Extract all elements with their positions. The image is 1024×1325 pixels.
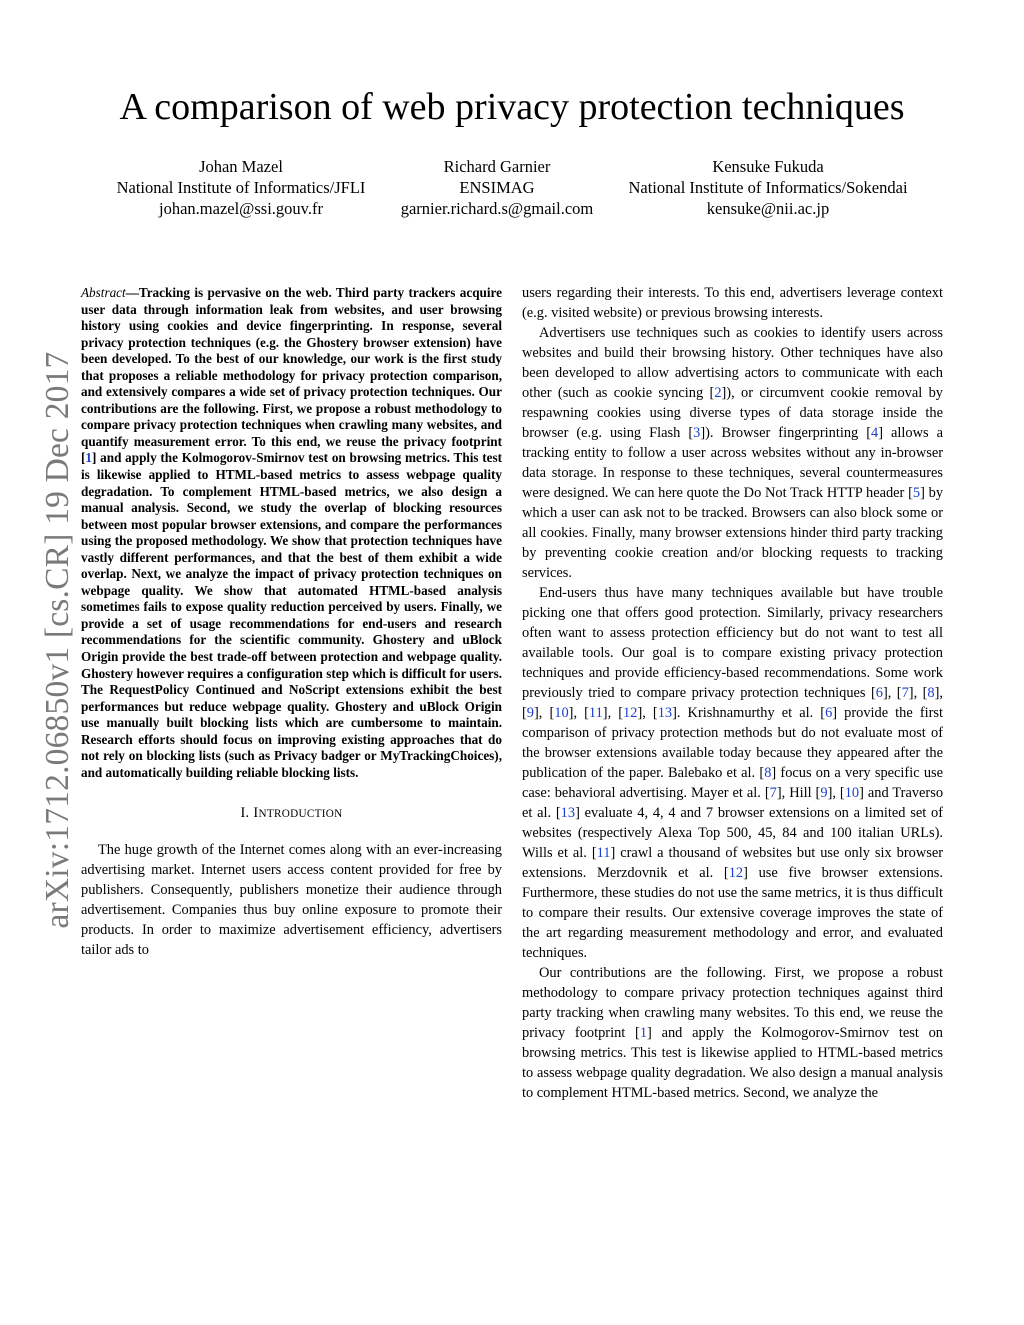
paragraph-text: ]). Browser fingerprinting [ — [700, 425, 872, 441]
citation-link[interactable]: 11 — [596, 845, 611, 861]
citation-link[interactable]: 7 — [901, 685, 909, 701]
citation-link[interactable]: 13 — [657, 705, 673, 721]
abstract-dash: — — [125, 285, 139, 300]
citation-link[interactable]: 6 — [875, 685, 883, 701]
paragraph-text: ], [ — [908, 685, 928, 701]
citation-link[interactable]: 3 — [693, 425, 701, 441]
citation-link[interactable]: 10 — [554, 705, 569, 721]
paragraph-text: ], [ — [602, 705, 624, 721]
abstract-label: Abstract — [81, 285, 126, 300]
citation-link[interactable]: 9 — [820, 785, 828, 801]
abstract — [81, 285, 502, 781]
citation-link[interactable]: 7 — [769, 785, 777, 801]
paragraph-text: ], [ — [637, 705, 658, 721]
paragraph-text: Our contributions are the following. First, we propose a robust methodology to compare privacy protection techniques against third party tracking when crawling many websites. To this end, we reuse the privacy footprint [ — [522, 965, 943, 1041]
arxiv-id-text: arXiv:1712.06850v1 [cs.CR] 19 Dec 2017 — [39, 351, 76, 929]
intro-paragraph-continued: users regarding their interests. To this end, advertisers leverage context (e.g. visited website) or previous browsing interests. — [522, 285, 943, 321]
paragraph-text: End-users thus have many techniques available but have trouble picking one that offers good protection. Similarly, privacy researchers often want to assess protection efficiency but do not want to test all available tools. Our goal is to compare existing privacy protection techniques and provide efficiency-based recommendations. Some work previously tried to compare privacy protection techniques [ — [522, 585, 943, 701]
left-column — [81, 285, 502, 960]
paragraph-text: ] use five browser extensions. Furthermore, these studies do not use the same metrics, it is thus difficult to compare their results. Our extensive coverage improves the state of the art regarding measurement methodology and error, and evaluated techniques. — [522, 865, 943, 961]
paragraph-text: ], [ — [534, 705, 555, 721]
author-email: johan.mazel@ssi.gouv.fr — [159, 199, 323, 218]
abstract-text: ] and apply the Kolmogorov-Smirnov test on browsing metrics. This test is likewise applied to HTML-based metrics to assess webpage quality degradation. To complement HTML-based metrics, we also design a manual analysis. Second, we study the overlap of blocking resources between most popular browser extensions, and compare the performances using the proposed methodology. We show that protection techniques have vastly different performances, and that the best of them exhibit a wide overlap. Next, we analyze the impact of privacy protection techniques on webpage quality. We show that automated HTML-based analysis sometimes fails to expose quality reduction perceived by users. Finally, we provide a set of usage recommendations for end-users and research recommendations for the scientific community. Ghostery and uBlock Origin provide the best trade-off between protection and webpage quality. Ghostery however requires a configuration step which is difficult for users. The RequestPolicy Continued and NoScript extensions exhibit the best performances but reduce webpage quality. Ghostery and uBlock Origin use manually built blocking lists which are cumbersome to maintain. Research efforts should focus on improving existing approaches that do not rely on blocking lists (such as Privacy badger or MyTrackingChoices), and automatically building reliable blocking lists. — [81, 450, 502, 780]
paragraph-text: ], [ — [827, 785, 845, 801]
author-email: kensuke@nii.ac.jp — [706, 199, 830, 218]
citation-link[interactable]: 8 — [764, 765, 772, 781]
citation-link[interactable]: 6 — [825, 705, 833, 721]
citation-link[interactable]: 11 — [588, 705, 603, 721]
section-number: I. — [240, 805, 250, 822]
citation-link[interactable]: 1 — [85, 450, 92, 466]
author-block — [598, 156, 938, 219]
citation-link[interactable]: 4 — [871, 425, 879, 441]
citation-link[interactable]: 1 — [639, 1025, 648, 1041]
paragraph-text: ] focus on a very specific use case: behavioral advertising. Mayer et al. [ — [522, 765, 944, 801]
right-column — [522, 283, 943, 1103]
author-name: Johan Mazel — [199, 157, 283, 176]
paragraph-text: ], [ — [568, 705, 589, 721]
author-affiliation: National Institute of Informatics/JFLI — [116, 178, 366, 197]
citation-link[interactable]: 9 — [526, 705, 534, 721]
paragraph-text: Advertisers use techniques such as cookies to identify users across websites and build their browsing history. Other techniques have also been developed to allow advertising actors to communicate with each other (such as cookie syncing [ — [522, 325, 943, 401]
paragraph-text: ]. Krishnamurthy et al. [ — [672, 705, 826, 721]
paragraph-text: ] provide the first comparison of privacy protection methods but do not evaluate most of the browser extensions available today because they appeared after the publication of the paper. Balebako et al. [ — [522, 705, 944, 781]
paragraph-text: ] crawl a thousand of websites but use only six browser extensions. Merzdovnik et al. [ — [522, 845, 943, 881]
page-title: A comparison of web privacy protection techniques — [119, 86, 905, 128]
paragraph-text: ] evaluate 4, 4, 4 and 7 browser extensions on a limited set of websites (respectively Alexa Top 500, 45, 84 and 100 italian URLs). Wills et al. [ — [522, 805, 943, 861]
paragraph-text: ] and apply the Kolmogorov-Smirnov test on browsing metrics. This test is likewise applied to HTML-based metrics to assess webpage quality degradation. We also design a manual analysis to complement HTML-based metrics. Second, we analyze the — [522, 1025, 944, 1101]
section-title-rest: NTRODUCTION — [258, 808, 343, 821]
paragraph-text: ], [ — [882, 685, 902, 701]
citation-link[interactable]: 12 — [728, 865, 744, 881]
author-email: garnier.richard.s@gmail.com — [400, 199, 594, 218]
section-heading-introduction — [81, 803, 502, 824]
citation-link[interactable]: 2 — [714, 385, 722, 401]
paragraph-text: ]), or circumvent cookie removal by respawning cookies using diverse types of data storage inside the browser (e.g. using Flash [ — [522, 385, 943, 441]
author-name: Richard Garnier — [443, 157, 551, 176]
citation-link[interactable]: 12 — [623, 705, 638, 721]
citation-link[interactable]: 8 — [927, 685, 935, 701]
intro-paragraph: The huge growth of the Internet comes along with an ever-increasing advertising market. Internet users access content provided for free by publishers. Consequently, publishers monetize their audience through advertisement. Companies thus buy online exposure to promote their products. In order to maximize advertisement efficiency, advertisers tailor ads to — [81, 842, 502, 959]
citation-link[interactable]: 13 — [560, 805, 576, 821]
citation-link[interactable]: 5 — [912, 485, 921, 501]
intro-paragraph — [522, 323, 943, 583]
paragraph-text: ] and Traverso et al. [ — [522, 785, 944, 821]
author-affiliation: National Institute of Informatics/Sokendai — [628, 178, 908, 197]
paragraph-text: ] allows a tracking entity to follow a user across websites without any in-browser data storage. In response to these techniques, several countermeasures were designed. We can here quote the Do Not Track HTTP header [ — [522, 425, 943, 501]
paragraph-text: ], Hill [ — [776, 785, 821, 801]
author-affiliation: ENSIMAG — [459, 178, 535, 197]
paragraph-text: ], [ — [522, 685, 943, 721]
paragraph-text: ] by which a user can ask not to be tracked. Browsers can also block some or all cookies. Finally, many browser extensions hinder third party tracking by preventing cookie creation and/or blocking requests to tracking services. — [522, 485, 944, 581]
abstract-text: Tracking is pervasive on the web. Third party trackers acquire user data through information leak from websites, and user browsing history using cookies and device fingerprinting. In response, several privacy protection techniques (e.g. the Ghostery browser extension) have been developed. To the best of our knowledge, our work is the first study that proposes a reliable methodology for privacy protection comparison, and extensively compares a wide set of privacy protection techniques. Our contributions are the following. First, we propose a robust methodology to compare privacy protection techniques when crawling many websites, and quantify measurement error. To this end, we reuse the privacy footprint [ — [81, 285, 502, 466]
intro-paragraph — [522, 583, 943, 963]
section-title-initial: I — [253, 805, 259, 822]
intro-paragraph — [522, 963, 943, 1103]
citation-link[interactable]: 10 — [844, 785, 860, 801]
author-name: Kensuke Fukuda — [712, 157, 824, 176]
